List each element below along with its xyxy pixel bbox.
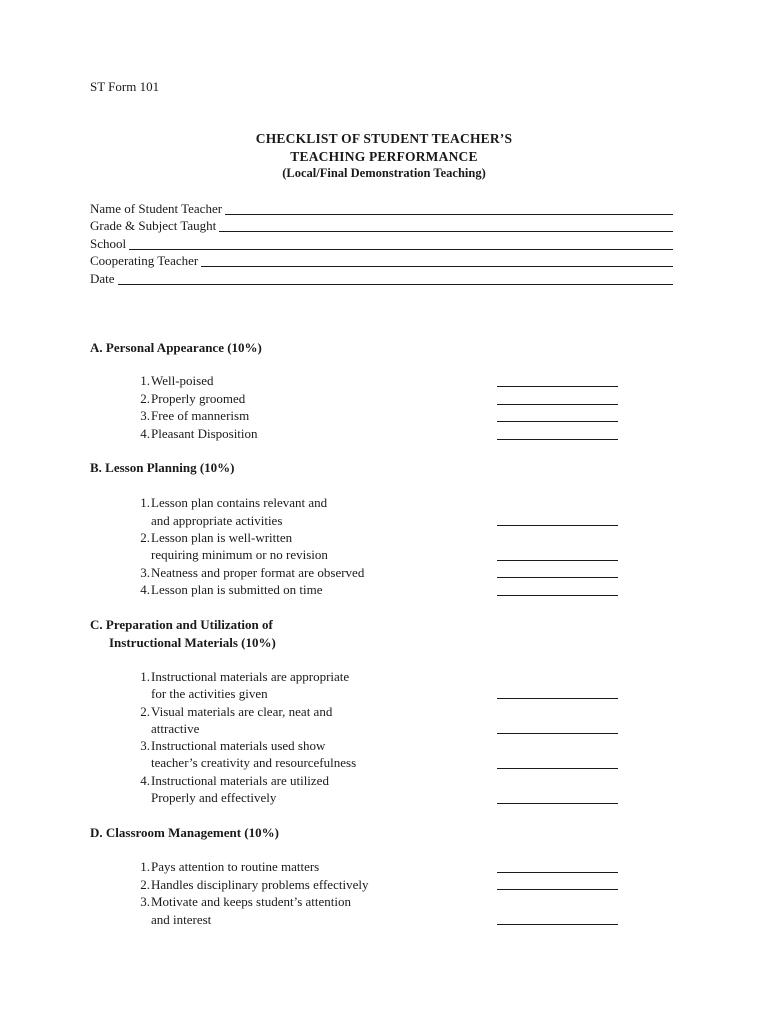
item-text: attractive <box>151 721 200 736</box>
section-heading-d: D. Classroom Management (10%) <box>90 825 279 840</box>
rating-blank[interactable] <box>497 733 618 734</box>
rating-blank[interactable] <box>497 439 618 440</box>
fill-in-line[interactable] <box>118 271 673 285</box>
school-field[interactable] <box>90 234 673 252</box>
field-label: Grade & Subject Taught <box>90 218 217 233</box>
rating-blank[interactable] <box>497 404 618 405</box>
item-number: 3. <box>140 565 150 580</box>
item-text: for the activities given <box>151 686 268 701</box>
item-number: 2. <box>140 877 150 892</box>
section-heading-b: B. Lesson Planning (10%) <box>90 460 235 475</box>
item-text: Instructional materials used show <box>151 738 326 753</box>
item-text: and interest <box>151 912 212 927</box>
rating-blank[interactable] <box>497 803 618 804</box>
item-text: Instructional materials are appropriate <box>151 669 350 684</box>
item-text: Properly and effectively <box>151 790 277 805</box>
field-label: Name of Student Teacher <box>90 200 223 216</box>
rating-blank[interactable] <box>497 595 618 596</box>
section-heading-a: A. Personal Appearance (10%) <box>90 340 262 355</box>
item-text: Lesson plan contains relevant and <box>151 495 328 510</box>
item-number: 1. <box>140 373 150 388</box>
field-label: Cooperating Teacher <box>90 253 199 268</box>
form-title <box>0 130 768 183</box>
rating-blank[interactable] <box>497 889 618 890</box>
fill-in-line[interactable] <box>225 201 673 215</box>
item-number: 4. <box>140 773 150 788</box>
item-text: Pays attention to routine matters <box>151 859 320 874</box>
item-number: 2. <box>140 704 150 719</box>
title-line-1: CHECKLIST OF STUDENT TEACHER’S <box>255 131 513 146</box>
item-number: 2. <box>140 530 150 545</box>
item-text: Free of mannerism <box>151 408 250 423</box>
cooperating-teacher-field[interactable] <box>90 252 673 270</box>
item-text: teacher’s creativity and resourcefulness <box>151 755 357 770</box>
item-text: Properly groomed <box>151 391 246 406</box>
rating-blank[interactable] <box>497 525 618 526</box>
rating-blank[interactable] <box>497 560 618 561</box>
item-number: 3. <box>140 408 150 423</box>
item-text: Handles disciplinary problems effectively <box>151 877 369 892</box>
item-text: Well-poised <box>151 373 214 388</box>
item-number: 3. <box>140 894 150 909</box>
rating-blank[interactable] <box>497 386 618 387</box>
item-text: requiring minimum or no revision <box>151 547 328 562</box>
field-label: School <box>90 235 127 251</box>
section-heading-c <box>90 616 276 651</box>
item-number: 2. <box>140 391 150 406</box>
item-number: 3. <box>140 738 150 753</box>
item-text: Motivate and keeps student’s attention <box>151 894 352 909</box>
item-text: Lesson plan is well-written <box>151 530 293 545</box>
item-text: Lesson plan is submitted on time <box>151 582 323 597</box>
item-text: Instructional materials are utilized <box>151 773 329 788</box>
item-text: Visual materials are clear, neat and <box>151 704 333 719</box>
rating-blank[interactable] <box>497 421 618 422</box>
grade-subject-field[interactable] <box>90 217 673 235</box>
item-number: 4. <box>140 426 150 441</box>
rating-blank[interactable] <box>497 872 618 873</box>
date-field[interactable] <box>90 269 673 287</box>
fill-in-line[interactable] <box>129 236 673 250</box>
section-heading-c-line-1: C. Preparation and Utilization of <box>90 617 273 632</box>
student-teacher-name-field[interactable] <box>90 199 673 217</box>
rating-blank[interactable] <box>497 924 618 925</box>
item-text: and appropriate activities <box>151 513 283 528</box>
item-text: Neatness and proper format are observed <box>151 565 365 580</box>
field-label: Date <box>90 270 115 286</box>
info-fields <box>90 199 673 287</box>
rating-blank[interactable] <box>497 768 618 769</box>
item-number: 4. <box>140 582 150 597</box>
item-number: 1. <box>140 859 150 874</box>
form-code: ST Form 101 <box>90 79 160 94</box>
item-text: Pleasant Disposition <box>151 426 258 441</box>
title-line-3: (Local/Final Demonstration Teaching) <box>282 166 486 180</box>
item-number: 1. <box>140 495 150 510</box>
fill-in-line[interactable] <box>201 253 673 267</box>
item-number: 1. <box>140 669 150 684</box>
rating-blank[interactable] <box>497 698 618 699</box>
section-heading-c-line-2: Instructional Materials (10%) <box>109 634 276 650</box>
rating-blank[interactable] <box>497 577 618 578</box>
fill-in-line[interactable] <box>219 218 673 232</box>
title-line-2: TEACHING PERFORMANCE <box>290 148 478 164</box>
